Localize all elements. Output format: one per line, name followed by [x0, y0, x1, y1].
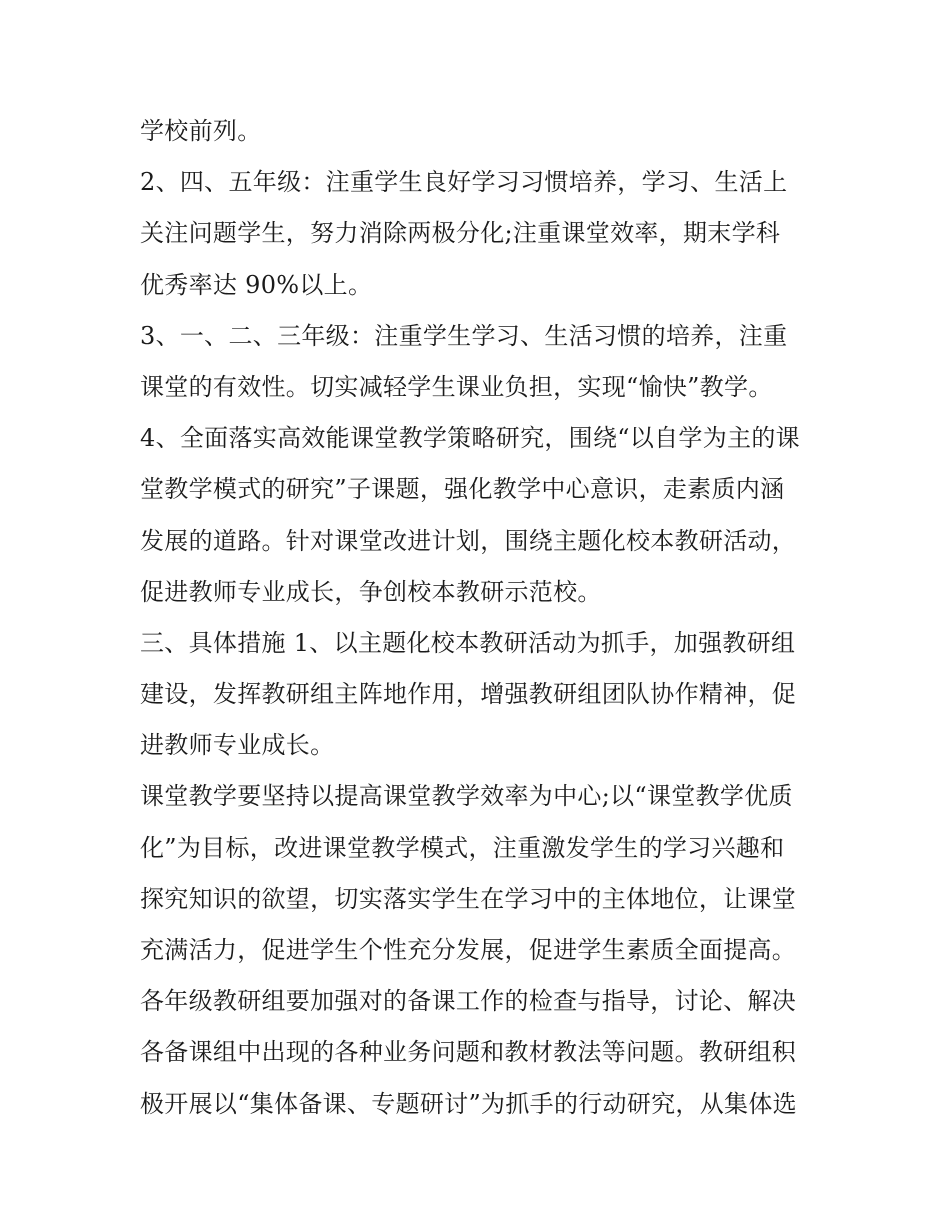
text-line: 建设，发挥教研组主阵地作用，增强教研组团队协作精神，促 — [140, 680, 797, 709]
text-line: 探究知识的欲望，切实落实学生在学习中的主体地位，让课堂 — [140, 884, 797, 913]
text-line: 堂教学模式的研究”子课题，强化教学中心意识，走素质内涵 — [140, 475, 785, 504]
text-line: 4、全面落实高效能课堂教学策略研究，围绕“以自学为主的课 — [140, 424, 800, 453]
text-line: 三、具体措施 1、以主题化校本教研活动为抓手，加强教研组 — [140, 628, 796, 657]
text-line: 化”为目标，改进课堂教学模式，注重激发学生的学习兴趣和 — [140, 833, 785, 862]
text-line: 3、一、二、三年级：注重学生学习、生活习惯的培养，注重 — [140, 321, 788, 350]
text-line: 优秀率达 90%以上。 — [140, 270, 373, 299]
text-line: 充满活力，促进学生个性充分发展，促进学生素质全面提高。 — [140, 936, 797, 964]
text-line: 促进教师专业成长，争创校本教研示范校。 — [140, 577, 602, 606]
text-line: 各年级教研组要加强对的备课工作的检查与指导，讨论、解决 — [140, 987, 797, 1016]
text-line: 学校前列。 — [140, 117, 262, 145]
text-line: 课堂教学要坚持以提高课堂教学效率为中心;以“课堂教学优质 — [140, 782, 793, 811]
text-line: 课堂的有效性。切实减轻学生课业负担，实现“愉快”教学。 — [140, 372, 773, 401]
text-line: 进教师专业成长。 — [140, 731, 335, 760]
text-line: 发展的道路。针对课堂改进计划，围绕主题化校本教研活动， — [140, 526, 797, 555]
text-line: 极开展以“集体备课、专题研讨”为抓手的行动研究，从集体选 — [140, 1089, 797, 1118]
text-line: 各备课组中出现的各种业务问题和教材教法等问题。教研组积 — [140, 1038, 797, 1067]
text-line: 2、四、五年级：注重学生良好学习习惯培养，学习、生活上 — [140, 168, 788, 197]
text-line: 关注问题学生，努力消除两极分化;注重课堂效率，期末学科 — [140, 219, 781, 248]
document-body — [140, 106, 820, 1130]
